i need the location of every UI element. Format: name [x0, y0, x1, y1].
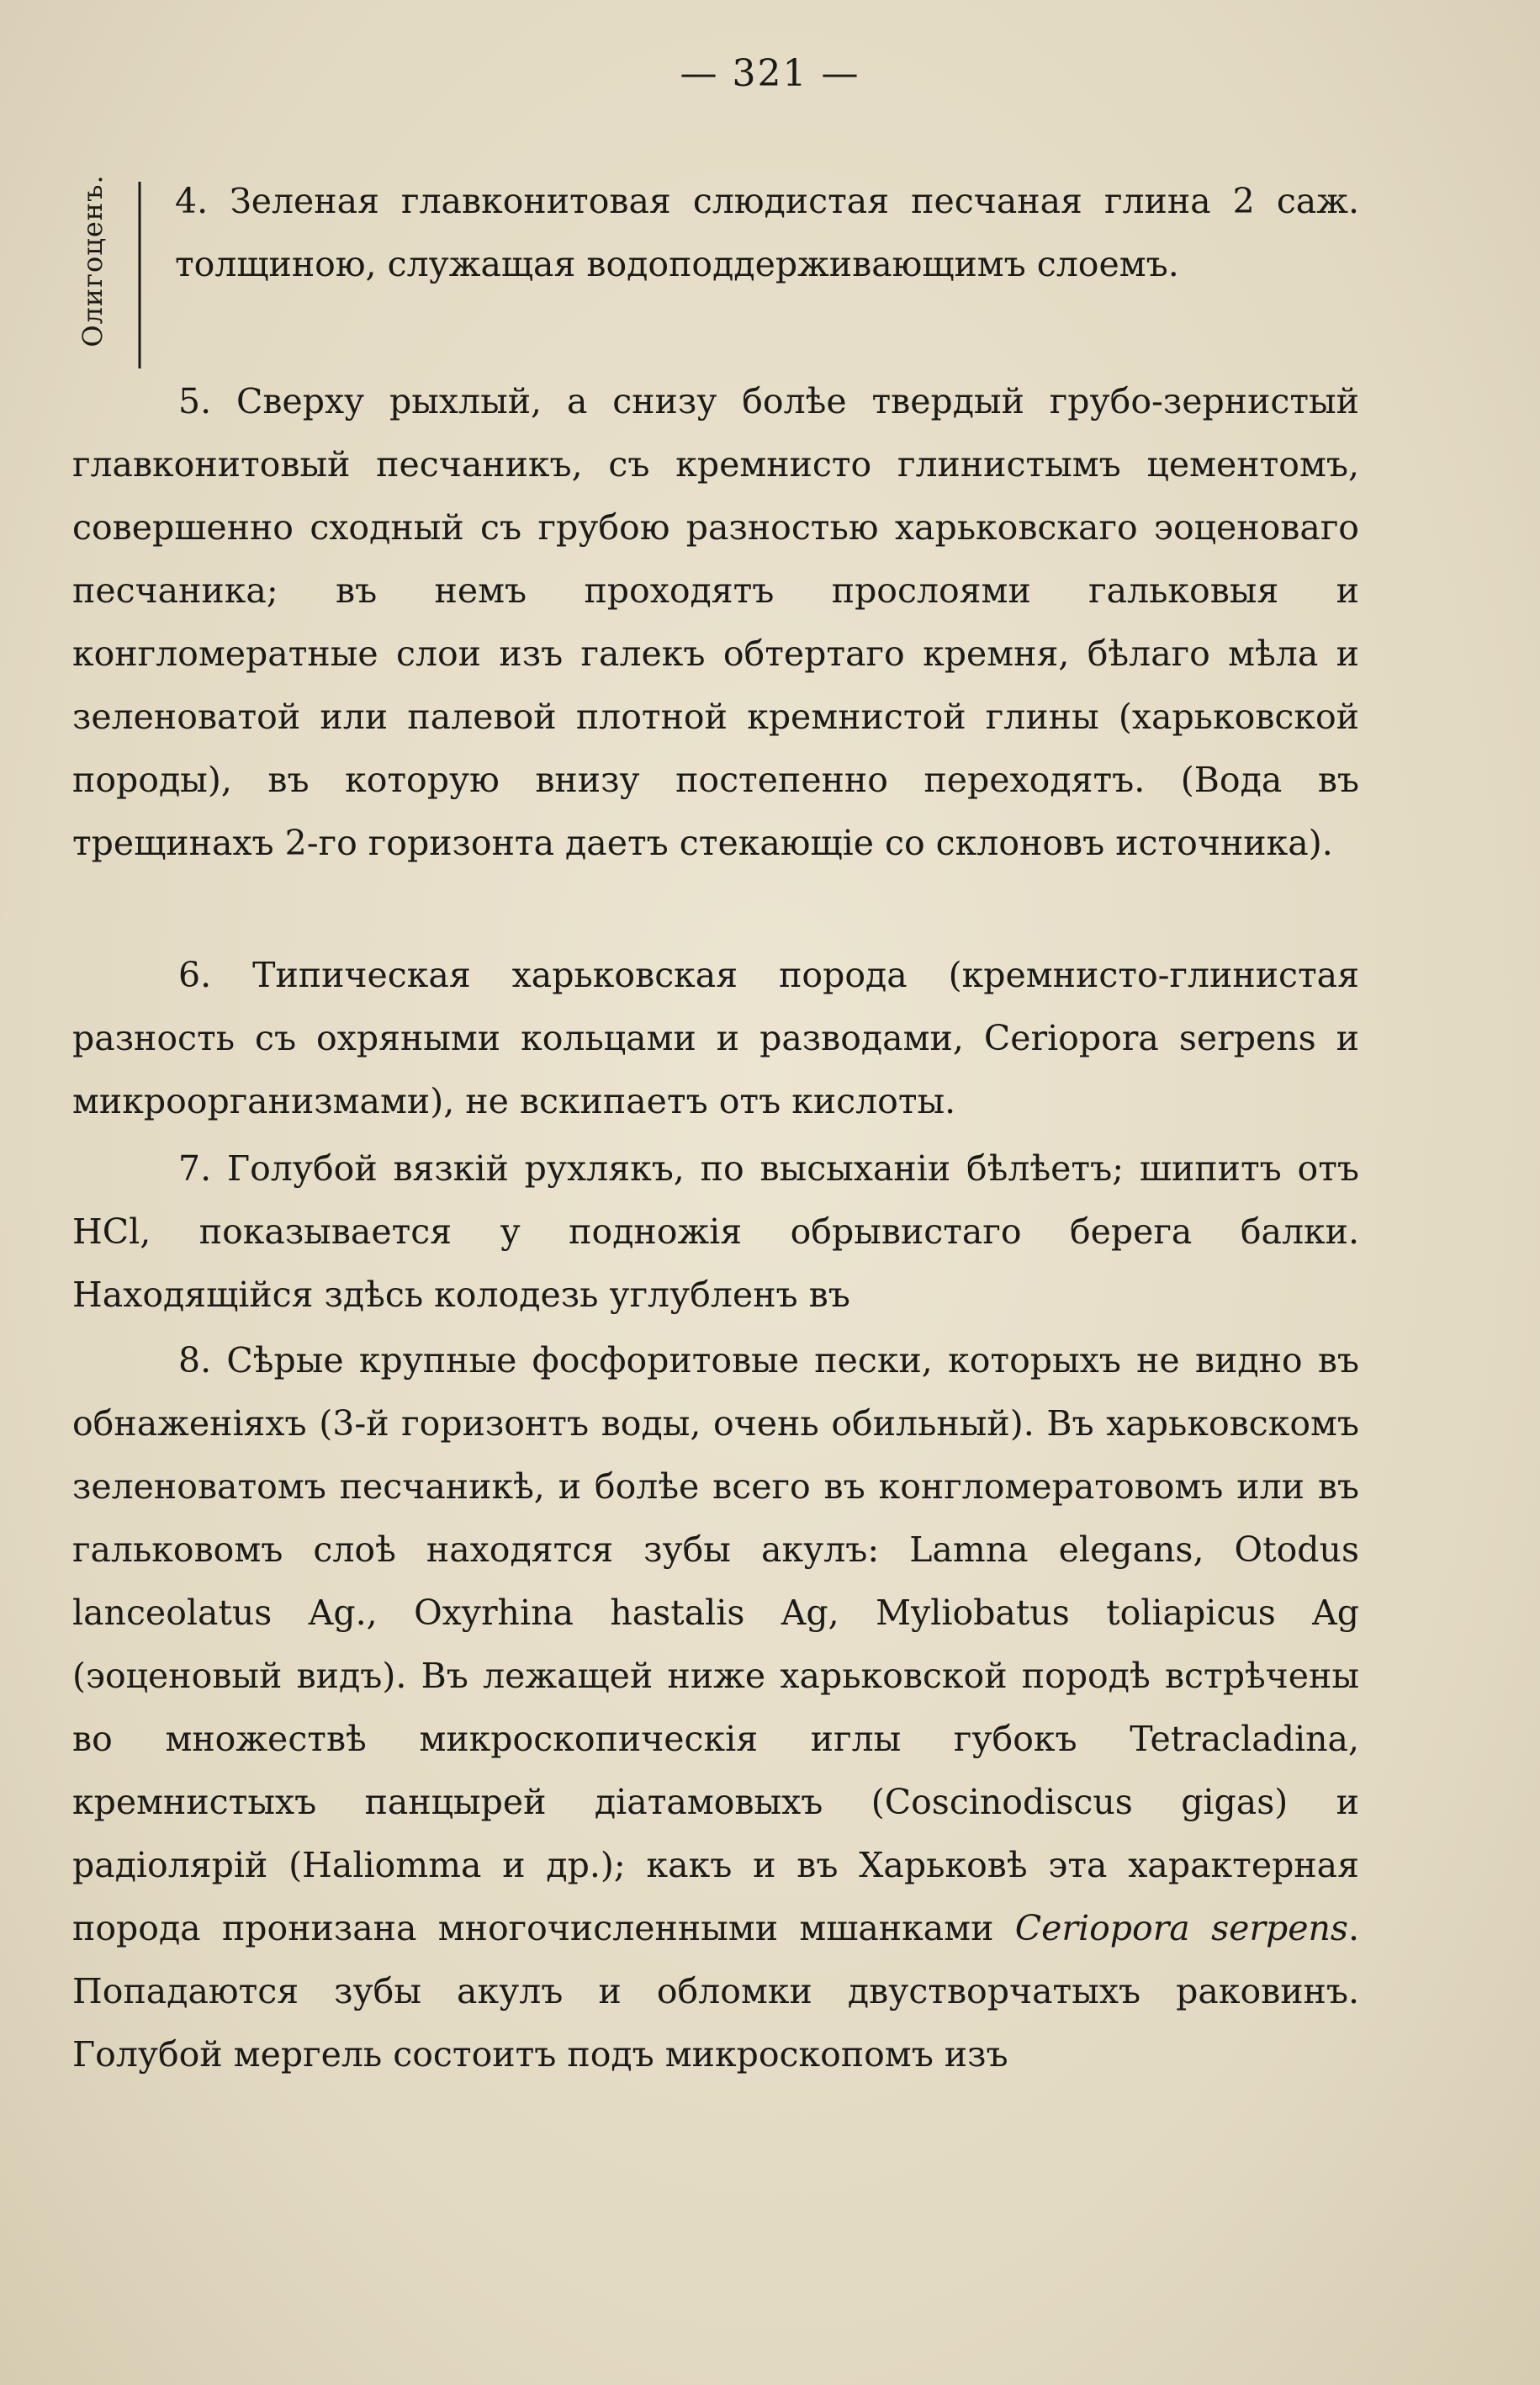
paragraph-5-text: 5. Сверху рыхлый, а снизу болѣе твердый грубо-зернистый главконитовый песчаникъ, съ кремнисто глинистымъ цементомъ, совершенно сходный съ грубою разностью харьковскаго эоценоваго песчаника; въ немъ проходятъ прослоями гальковыя и конгломератные слои изъ галекъ обтертаго кремня, бѣлаго мѣла и зеленоватой или палевой плотной кремнистой глины (харьковской породы), въ которую внизу постепенно переходятъ. (Вода въ трещинахъ 2-го горизонта даетъ стекающіе со склоновъ источника). — [72, 381, 1359, 863]
paragraph-6-text: 6. Типическая харьковская порода (кремнисто-глинистая разность съ охряными кольцами и разводами, Ceriopora serpens и микроорганизмами), не вскипаетъ отъ кислоты. — [72, 955, 1359, 1121]
bracket-icon — [135, 178, 160, 368]
paragraph-8-text — [72, 1329, 1359, 2086]
paragraph-8 — [72, 1329, 1359, 2086]
paragraph-4-text: 4. Зеленая главконитовая слюдистая песчаная глина 2 саж. толщиною, служащая водоподдерживающимъ слоемъ. — [175, 181, 1359, 284]
paragraph-8-italic-species: Ceriopora serpens — [1014, 1908, 1348, 1948]
paragraph-8-part-a: 8. Сѣрые крупные фосфоритовые пески, которыхъ не видно въ обнаженіяхъ (3-й горизонтъ воды, очень обильный). Въ харьковскомъ зеленоватомъ песчаникѣ, и болѣе всего въ конгломератовомъ или въ гальковомъ слоѣ находятся зубы акулъ: Lamna elegans, Otodus lanceolatus Ag., Oxyrhina hastalis Ag, Myliobatus toliapicus Ag (эоценовый видъ). Въ лежащей ниже харьковской породѣ встрѣчены во множествѣ микроскопическія иглы губокъ Tetracladina, кремнистыхъ панцырей діатамовыхъ (Coscinodiscus gigas) и радіолярій (Haliomma и др.); какъ и въ Харьковѣ эта характерная порода пронизана многочисленными мшанками — [72, 1340, 1359, 1948]
paragraph-8-part-b: . Попадаются зубы акулъ и обломки двустворчатыхъ раковинъ. Голубой мергель состоитъ подъ микроскопомъ изъ — [72, 1908, 1359, 2075]
paragraph-6 — [72, 944, 1359, 1133]
paragraph-7-text: 7. Голубой вязкій рухлякъ, по высыханіи бѣлѣетъ; шипитъ отъ HCl, показывается у подножія обрывистаго берега балки. Находящійся здѣсь колодезь углубленъ въ — [72, 1148, 1359, 1315]
paragraph-5 — [72, 370, 1359, 875]
paragraph-4 — [175, 170, 1359, 296]
page-number: — 321 — — [680, 52, 860, 95]
paragraph-7 — [72, 1137, 1359, 1327]
bracket-line — [135, 178, 160, 368]
epoch-side-label: Олигоценъ. — [77, 174, 108, 347]
